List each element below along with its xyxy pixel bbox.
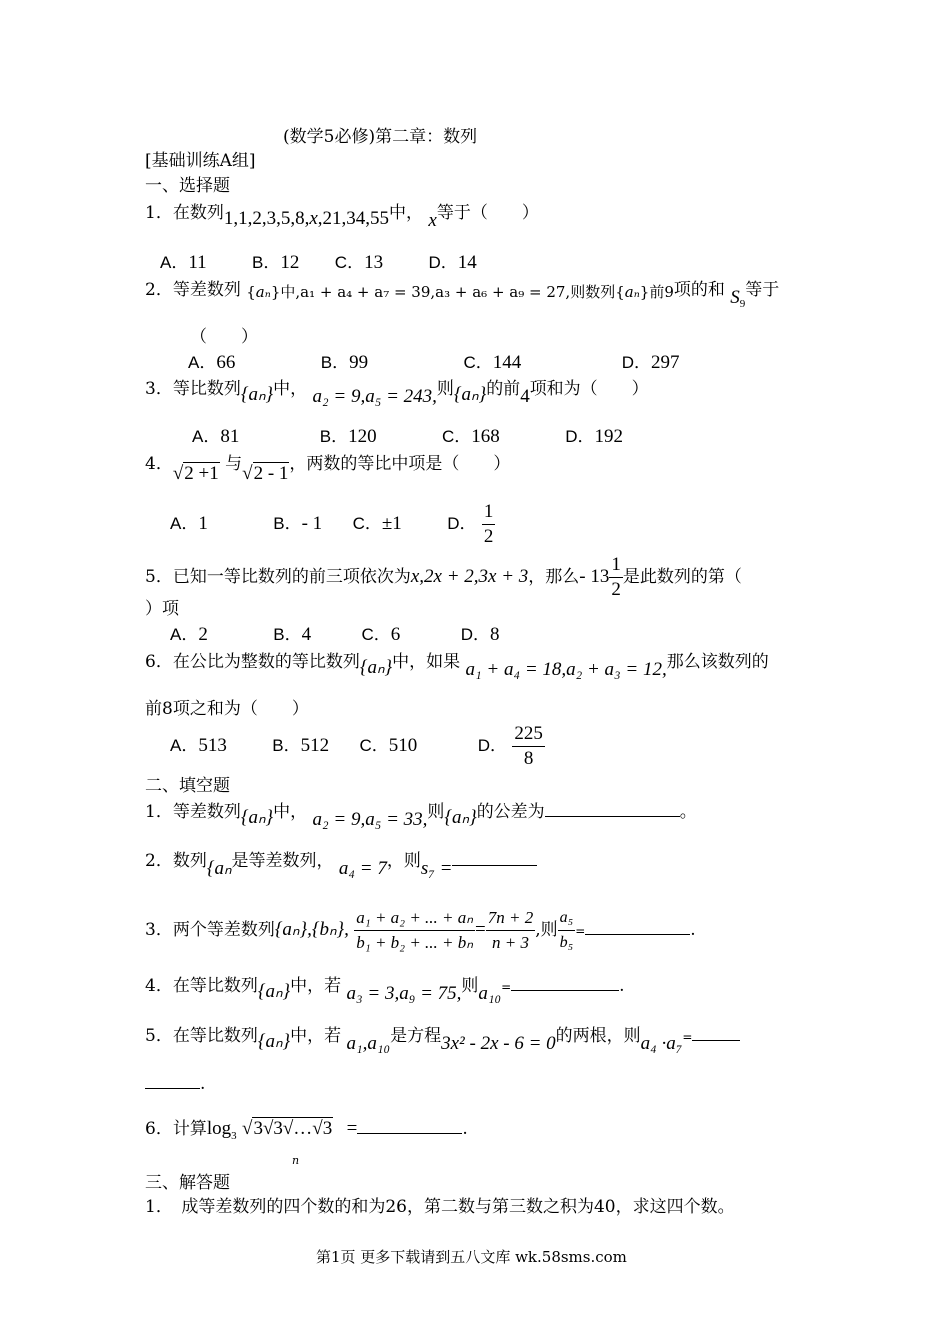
question-1: 1．在数列1,1,2,3,5,8,x,21,34,55中， x等于（ ） [145, 203, 539, 231]
q2-options: A．66 B．99 C．144 D．297 [188, 352, 680, 373]
fill-3-blank[interactable] [585, 920, 690, 935]
q6-line2: 前8项之和为（ ） [145, 699, 309, 719]
solve-1: 1． 成等差数列的四个数的和为26，第二数与第三数之积为40，求这四个数。 [145, 1197, 735, 1217]
fill-1-blank[interactable] [545, 802, 680, 817]
section-choice: 一、选择题 [145, 176, 230, 196]
q1-options: A．11 B．12 C．13 D．14 [160, 252, 477, 273]
question-6: 6．在公比为整数的等比数列{aₙ}中，如果 a₁ + a₄ = 18,a₂ + a₃ = 12,那么该数列的 [145, 652, 769, 680]
q5-line2: ）项 [145, 599, 179, 619]
fill-6: 6．计算$\log_3$ √3√3√…√3 = . [145, 1118, 468, 1142]
fill-6-n: n [292, 1154, 300, 1167]
section-answer: 三、解答题 [145, 1173, 230, 1193]
q6-options: A．513 B．512 C．510 D． $\frac{225}{8}$ [170, 723, 543, 769]
q5-options: A．2 B．4 C．6 D．8 [170, 624, 500, 645]
fill-3: 3．两个等差数列{aₙ},{bₙ}, $\frac{\text{a₁ + a₂ + ... + aₙ}}{\text{b₁ + b₂ + ... + bₙ}}$ = $\frac{7n + 2}{n + 3}$ ,则 $\frac{\text{a₅}}{\text{b₅}}$ = . [145, 908, 696, 952]
fill-6-blank[interactable] [357, 1119, 462, 1134]
question-4: 4．√2 +1 与√2 - 1，两数的等比中项是（ ） [145, 454, 511, 484]
fill-5-blank-a[interactable] [692, 1026, 740, 1041]
question-2: 2．等差数列 {aₙ}中,a₁ + a₄ + a₇ = 39,a₃ + a₆ + a₉ = 27,则数列{aₙ}前9项的和 $S_9$等于 [145, 280, 780, 310]
fill-2: 2．数列{aₙ是等差数列， a₄ = 7，则s₇ = [145, 850, 537, 880]
q3-options: A．81 B．120 C．168 D．192 [192, 426, 623, 447]
fill-5-cont: . [145, 1073, 205, 1095]
question-5: 5．已知一等比数列的前三项依次为x,2x + 2,3x + 3，那么- 13 $\frac{1}{2}$ 是此数列的第（ [145, 554, 742, 600]
fill-5-blank-b[interactable] [145, 1074, 200, 1089]
group-label: [基础训练A组] [145, 151, 256, 171]
q4-options: A．1 B．- 1 C．±1 D． $\frac{1}{2}$ [170, 501, 494, 547]
q2-paren: （ ） [190, 327, 258, 347]
fill-5: 5．在等比数列{aₙ}中，若 a₁,a₁₀是方程3x² - 2x - 6 = 0的两根，则a₄ ·a₇= [145, 1025, 740, 1055]
fill-2-blank[interactable] [452, 851, 537, 866]
section-fill: 二、填空题 [145, 776, 230, 796]
page-footer: 第1页 更多下载请到五八文库 wk.58sms.com [316, 1248, 627, 1266]
fill-4: 4．在等比数列{aₙ}中，若 a₃ = 3,a₉ = 75,则a₁₀= . [145, 976, 625, 1004]
question-3: 3．等比数列{aₙ}中， a₂ = 9,a₅ = 243,则{aₙ}的前4项和为（ ） [145, 379, 649, 407]
fill-1: 1．等差数列{aₙ}中， a₂ = 9,a₅ = 33,则{aₙ}的公差为 。 [145, 802, 697, 830]
fill-4-blank[interactable] [511, 976, 619, 991]
page-title: (数学5必修)第二章：数列 [283, 127, 478, 147]
